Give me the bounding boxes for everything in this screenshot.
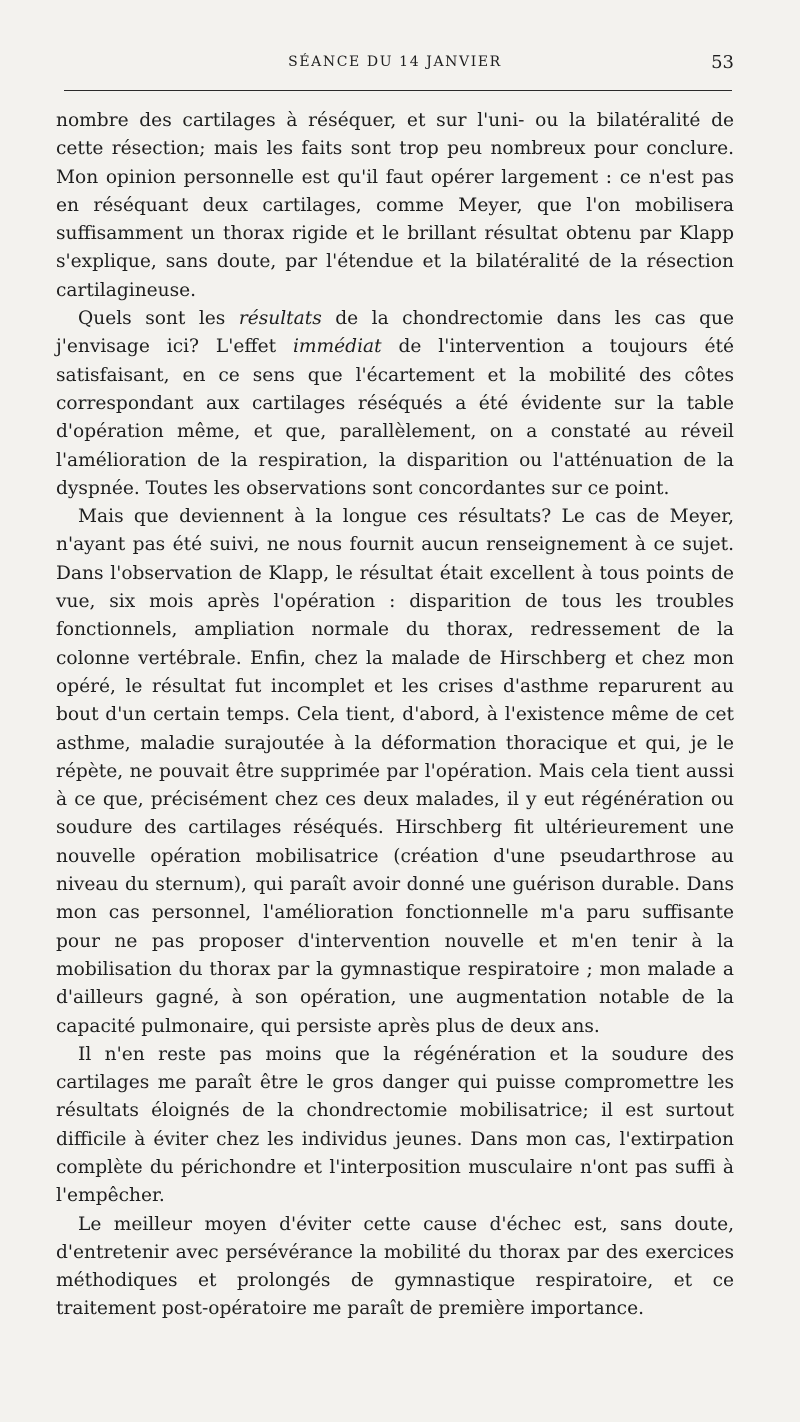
page-number: 53 [711,52,734,73]
body-text [56,107,734,1324]
italic-term: immédiat [292,336,382,358]
paragraph [56,1211,734,1324]
running-title: SÉANCE DU 14 JANVIER [288,54,502,70]
text-run: de la chondrectomie dans les cas que j'envisage ici? L'effet [56,308,734,358]
text-run: nombre des cartilages à réséquer, et sur l'uni- ou la bilatéralité de cette résection; mais les faits sont trop peu nombreux pour conclure. Mon opinion personnelle est qu'il faut opérer largement : ce n'est pas en réséquant deux cartilages, comme Meyer, que l'on mobilisera suffisamment un thorax rigide et le brillant résultat obtenu par Klapp s'explique, sans doute, par l'étendue et la bilatéralité de la résection cartilagineuse. [56,110,734,301]
text-run: Le meilleur moyen d'éviter cette cause d'échec est, sans doute, d'entretenir avec persévérance la mobilité du thorax par des exercices méthodiques et prolongés de gymnastique respiratoire, et ce traitement post-opératoire me paraît de première importance. [56,1213,734,1320]
book-page [56,0,734,1422]
paragraph [56,503,734,1041]
header-rule [64,90,732,91]
text-run: Il n'en reste pas moins que la régénération et la soudure des cartilages me paraît être le gros danger qui puisse compromettre les résultats éloignés de la chondrectomie mobilisatrice; il est surtout difficile à éviter chez les individus jeunes. Dans mon cas, l'extirpation complète du périchondre et l'interposition musculaire n'ont pas suffi à l'empêcher. [56,1043,734,1207]
text-run: de l'intervention a toujours été satisfaisant, en ce sens que l'écartement et la mobilité des côtes correspondant aux cartilages réséqués a été évidente sur la table d'opération même, et que, parallèlement, on a constaté au réveil l'amélioration de la respiration, la disparition ou l'atténuation de la dyspnée. Toutes les observations sont concordantes sur ce point. [56,336,734,499]
italic-term: résultats [238,308,322,330]
paragraph [56,305,734,503]
text-run: Mais que deviennent à la longue ces résultats? Le cas de Meyer, n'ayant pas été suivi, ne nous fournit aucun renseignement à ce sujet. Dans l'observation de Klapp, le résultat était excellent à tous points de vue, six mois après l'opération : disparition de tous les troubles fonctionnels, ampliation normale du thorax, redressement de la colonne vertébrale. Enfin, chez la malade de Hirschberg et chez mon opéré, le résultat fut incomplet et les crises d'asthme reparurent au bout d'un certain temps. Cela tient, d'abord, à l'existence même de cet asthme, maladie surajoutée à la déformation thoracique et qui, je le répète, ne pouvait être supprimée par l'opération. Mais cela tient aussi à ce que, précisément chez ces deux malades, il y eut régénération ou soudure des cartilages réséqués. Hirschberg fit ultérieurement une nouvelle opération mobilisatrice (création d'une pseudarthrose au niveau du sternum), qui paraît avoir donné une guérison durable. Dans mon cas personnel, l'amélioration fonctionnelle m'a paru suffisante pour ne pas proposer d'intervention nouvelle et m'en tenir à la mobilisation du thorax par la gymnastique respiratoire ; mon malade a d'ailleurs gagné, à son opération, une augmentation notable de la capacité pulmonaire, qui persiste après plus de deux ans. [56,506,734,1037]
running-head [56,54,734,78]
text-run: Quels sont les [78,308,239,330]
paragraph [56,1041,734,1211]
paragraph [56,107,734,305]
